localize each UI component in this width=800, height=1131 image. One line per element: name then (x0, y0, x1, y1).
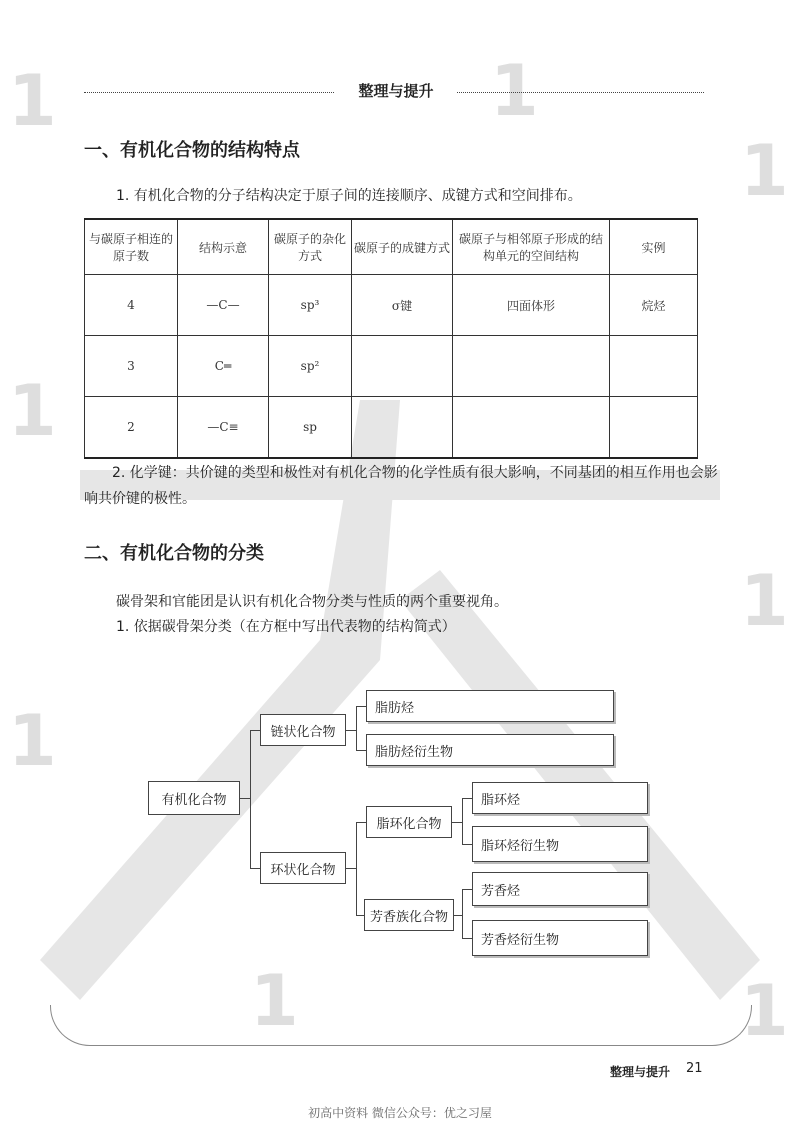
th-structure: 结构示意 (178, 219, 269, 275)
tree-connector (356, 706, 366, 707)
tree-connector (454, 915, 462, 916)
watermark-digit: 1 (8, 60, 57, 142)
source-note: 初高中资料 微信公众号：优之习屋 (308, 1106, 492, 1120)
tree-connector (462, 938, 472, 939)
cell-example (610, 336, 698, 397)
watermark-digit: 1 (8, 370, 57, 452)
tree-connector (250, 730, 251, 868)
tree-connector (356, 822, 366, 823)
section2-point1: 1. 依据碳骨架分类（在方框中写出代表物的结构简式） (116, 619, 456, 635)
section2-heading: 二、有机化合物的分类 (84, 543, 264, 564)
th-shape: 碳原子与相邻原子形成的结构单元的空间结构 (453, 219, 610, 275)
cell-bond (352, 397, 453, 459)
table-row (85, 275, 698, 336)
cell-bond: σ键 (352, 275, 453, 336)
tree-connector (462, 889, 472, 890)
page-number: 21 (686, 1061, 703, 1076)
cell-shape: 四面体形 (453, 275, 610, 336)
tree-aromatic-hc-box: 芳香烃 (472, 872, 648, 906)
cell-struct: —C— (178, 275, 269, 336)
cell-shape (453, 397, 610, 459)
tree-connector (250, 730, 260, 731)
tree-aromatic-box: 芳香族化合物 (364, 899, 454, 931)
tree-connector (462, 798, 463, 844)
th-example: 实例 (610, 219, 698, 275)
tree-alicyclic-box: 脂环化合物 (366, 806, 452, 838)
tree-aromatic-deriv-box: 芳香烃衍生物 (472, 920, 648, 956)
tree-connector (356, 750, 366, 751)
tree-alicyclic-deriv-box: 脂环烃衍生物 (472, 826, 648, 862)
tree-connector (346, 868, 356, 869)
footer-frame (50, 1005, 752, 1046)
tree-aliphatic-deriv-box: 脂肪烃衍生物 (366, 734, 614, 766)
table-row (85, 397, 698, 459)
tree-connector (240, 798, 250, 799)
table-row (85, 336, 698, 397)
tree-connector (250, 868, 260, 869)
tree-chain-box: 链状化合物 (260, 714, 346, 746)
tree-connector (346, 730, 356, 731)
tree-connector (452, 822, 462, 823)
watermark-digit: 1 (740, 130, 789, 212)
watermark-digit: 1 (250, 960, 299, 1042)
watermark-digit: 1 (740, 970, 789, 1052)
cell-shape (453, 336, 610, 397)
tree-connector (356, 706, 357, 750)
tree-connector (462, 798, 472, 799)
tree-connector (356, 915, 364, 916)
cell-example (610, 397, 698, 459)
cell-count: 3 (85, 336, 178, 397)
cell-hybrid: sp (269, 397, 352, 459)
th-hybrid: 碳原子的杂化方式 (269, 219, 352, 275)
tree-connector (462, 889, 463, 938)
header-title: 整理与提升 (335, 80, 457, 101)
section1-heading: 一、有机化合物的结构特点 (84, 140, 300, 161)
watermark-digit: 1 (740, 560, 789, 642)
cell-count: 2 (85, 397, 178, 459)
footer-title: 整理与提升 (610, 1065, 671, 1079)
tree-root-box: 有机化合物 (148, 781, 240, 815)
cell-hybrid: sp³ (269, 275, 352, 336)
cell-bond (352, 336, 453, 397)
section1-point1: 1. 有机化合物的分子结构决定于原子间的连接顺序、成键方式和空间排布。 (116, 188, 582, 204)
tree-connector (462, 844, 472, 845)
cell-example: 烷烃 (610, 275, 698, 336)
section1-point2: 2. 化学键：共价键的类型和极性对有机化合物的化学性质有很大影响，不同基团的相互作用也会影响共价键的极性。 (84, 465, 718, 507)
table-header-row (85, 219, 698, 275)
cell-struct: C═ (178, 336, 269, 397)
th-bond: 碳原子的成键方式 (352, 219, 453, 275)
tree-aliphatic-hc-box: 脂肪烃 (366, 690, 614, 722)
watermark-digit: 1 (490, 50, 539, 132)
tree-alicyclic-hc-box: 脂环烃 (472, 782, 648, 814)
cell-struct: —C≡ (178, 397, 269, 459)
tree-connector (356, 822, 357, 915)
section2-intro: 碳骨架和官能团是认识有机化合物分类与性质的两个重要视角。 (116, 594, 508, 610)
th-atom-count: 与碳原子相连的原子数 (85, 219, 178, 275)
watermark-digit: 1 (8, 700, 57, 782)
cell-count: 4 (85, 275, 178, 336)
structure-table (84, 218, 698, 459)
tree-ring-box: 环状化合物 (260, 852, 346, 884)
cell-hybrid: sp² (269, 336, 352, 397)
